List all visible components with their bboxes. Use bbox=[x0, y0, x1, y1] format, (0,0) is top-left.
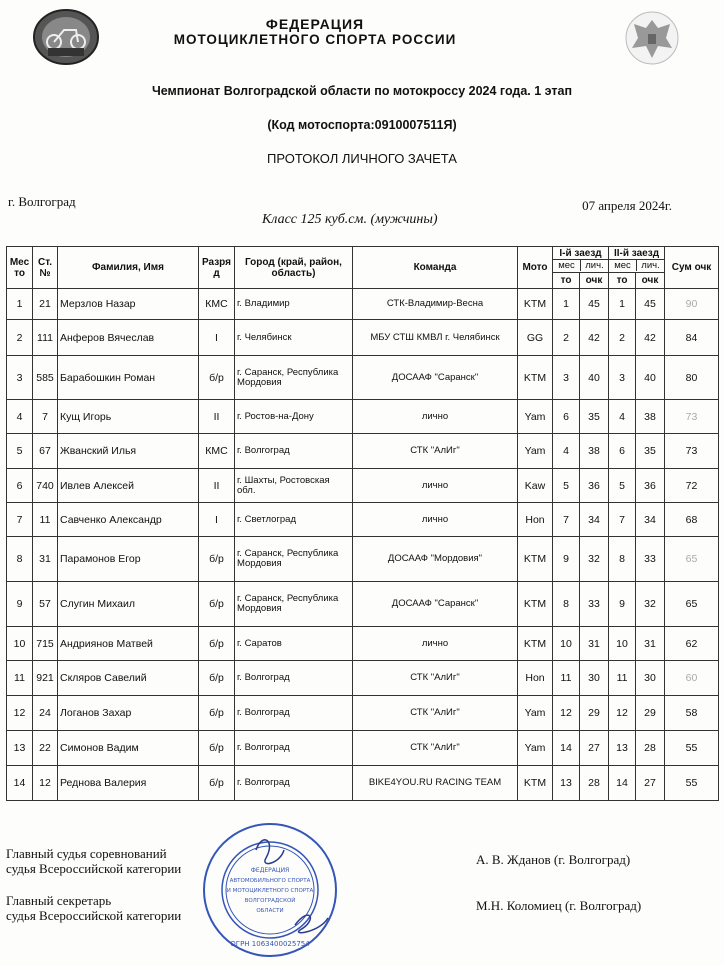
table-row bbox=[7, 696, 719, 731]
row-city: г. Волгоград bbox=[235, 731, 353, 766]
table-row bbox=[7, 766, 719, 801]
row-city: г. Волгоград bbox=[235, 661, 353, 696]
heat1-label: I-й заезд bbox=[559, 248, 602, 259]
heat2-ochk: очк bbox=[636, 273, 665, 289]
row-moto: Kaw bbox=[518, 469, 553, 503]
row-sum: 80 bbox=[665, 356, 719, 400]
col-name: Фамилия, Имя bbox=[58, 247, 199, 289]
row-sum: 73 bbox=[665, 400, 719, 434]
coat-of-arms-icon bbox=[622, 8, 682, 68]
row-team: СТК "АлИг" bbox=[353, 434, 518, 469]
table-row bbox=[7, 289, 719, 320]
row-name: Барабошкин Роман bbox=[58, 356, 199, 400]
row-sum: 55 bbox=[665, 731, 719, 766]
svg-text:АВТОМОБИЛЬНОГО СПОРТА: АВТОМОБИЛЬНОГО СПОРТА bbox=[229, 878, 311, 884]
row-start-number: 57 bbox=[33, 582, 58, 627]
row-rank: КМС bbox=[199, 434, 235, 469]
row-place: 4 bbox=[7, 400, 33, 434]
table-row bbox=[7, 320, 719, 356]
row-sum: 84 bbox=[665, 320, 719, 356]
svg-text:ОГРН 1063400025754: ОГРН 1063400025754 bbox=[230, 940, 310, 948]
row-heat1-points: 28 bbox=[580, 766, 609, 801]
row-heat1-place: 11 bbox=[553, 661, 580, 696]
row-rank: б/р bbox=[199, 731, 235, 766]
row-name: Савченко Александр bbox=[58, 503, 199, 537]
official-stamp-icon bbox=[200, 820, 340, 960]
svg-text:ОБЛАСТИ: ОБЛАСТИ bbox=[256, 908, 284, 914]
event-date: 07 апреля 2024г. bbox=[582, 198, 672, 213]
row-heat2-points: 45 bbox=[636, 289, 665, 320]
chief-judge-name: А. В. Жданов (г. Волгоград) bbox=[476, 852, 631, 867]
row-heat2-place: 7 bbox=[609, 503, 636, 537]
col-place: Мес то bbox=[7, 247, 33, 289]
row-moto: Yam bbox=[518, 434, 553, 469]
row-place: 5 bbox=[7, 434, 33, 469]
row-team: BIKE4YOU.RU RACING TEAM bbox=[353, 766, 518, 801]
row-name: Андриянов Матвей bbox=[58, 627, 199, 661]
row-heat2-place: 4 bbox=[609, 400, 636, 434]
row-heat2-place: 12 bbox=[609, 696, 636, 731]
row-heat2-place: 14 bbox=[609, 766, 636, 801]
row-start-number: 67 bbox=[33, 434, 58, 469]
row-city: г. Волгоград bbox=[235, 434, 353, 469]
row-sum: 55 bbox=[665, 766, 719, 801]
row-start-number: 740 bbox=[33, 469, 58, 503]
row-heat1-place: 12 bbox=[553, 696, 580, 731]
row-name: Мерзлов Назар bbox=[58, 289, 199, 320]
row-team: СТК "АлИг" bbox=[353, 661, 518, 696]
row-place: 7 bbox=[7, 503, 33, 537]
row-name: Логанов Захар bbox=[58, 696, 199, 731]
table-row bbox=[7, 661, 719, 696]
row-heat2-place: 11 bbox=[609, 661, 636, 696]
row-team: лично bbox=[353, 400, 518, 434]
row-rank: КМС bbox=[199, 289, 235, 320]
row-heat1-points: 30 bbox=[580, 661, 609, 696]
row-start-number: 11 bbox=[33, 503, 58, 537]
row-sum: 58 bbox=[665, 696, 719, 731]
row-heat1-points: 33 bbox=[580, 582, 609, 627]
heat1-ochk: очк bbox=[580, 273, 609, 289]
row-city: г. Светлоград bbox=[235, 503, 353, 537]
row-moto: KTM bbox=[518, 537, 553, 582]
row-sum: 65 bbox=[665, 582, 719, 627]
row-place: 1 bbox=[7, 289, 33, 320]
row-heat2-points: 34 bbox=[636, 503, 665, 537]
row-heat2-points: 27 bbox=[636, 766, 665, 801]
row-sum: 73 bbox=[665, 434, 719, 469]
row-place: 10 bbox=[7, 627, 33, 661]
row-heat2-place: 2 bbox=[609, 320, 636, 356]
championship-title: Чемпионат Волгоградской области по мотокроссу 2024 года. 1 этап bbox=[151, 84, 573, 98]
row-start-number: 31 bbox=[33, 537, 58, 582]
row-heat2-points: 35 bbox=[636, 434, 665, 469]
row-moto: KTM bbox=[518, 627, 553, 661]
row-moto: GG bbox=[518, 320, 553, 356]
row-city: г. Волгоград bbox=[235, 696, 353, 731]
row-heat1-place: 5 bbox=[553, 469, 580, 503]
row-heat1-place: 9 bbox=[553, 537, 580, 582]
row-heat2-place: 1 bbox=[609, 289, 636, 320]
row-sum: 90 bbox=[665, 289, 719, 320]
row-heat2-points: 29 bbox=[636, 696, 665, 731]
row-rank: б/р bbox=[199, 627, 235, 661]
row-team: лично bbox=[353, 627, 518, 661]
row-heat2-points: 31 bbox=[636, 627, 665, 661]
federation-line2: МОТОЦИКЛЕТНОГО СПОРТА РОССИИ bbox=[173, 32, 457, 47]
row-city: г. Саранск, Республика Мордовия bbox=[235, 356, 353, 400]
row-team: ДОСААФ "Саранск" bbox=[353, 356, 518, 400]
federation-line1: ФЕДЕРАЦИЯ bbox=[265, 16, 365, 32]
svg-text:ФЕДЕРАЦИЯ: ФЕДЕРАЦИЯ bbox=[250, 867, 290, 874]
row-city: г. Владимир bbox=[235, 289, 353, 320]
row-name: Анферов Вячеслав bbox=[58, 320, 199, 356]
row-moto: KTM bbox=[518, 289, 553, 320]
table-row bbox=[7, 731, 719, 766]
row-start-number: 111 bbox=[33, 320, 58, 356]
heat2-label: II-й заезд bbox=[613, 248, 660, 259]
col-heat1 bbox=[553, 247, 609, 273]
row-place: 6 bbox=[7, 469, 33, 503]
row-city: г. Саранск, Республика Мордовия bbox=[235, 537, 353, 582]
table-row bbox=[7, 400, 719, 434]
row-name: Скляров Савелий bbox=[58, 661, 199, 696]
row-city: г. Шахты, Ростовская обл. bbox=[235, 469, 353, 503]
row-heat1-points: 40 bbox=[580, 356, 609, 400]
col-sum: Сум очк bbox=[665, 247, 719, 289]
row-moto: Hon bbox=[518, 661, 553, 696]
row-start-number: 715 bbox=[33, 627, 58, 661]
row-team: СТК "АлИг" bbox=[353, 696, 518, 731]
chief-secretary-name: М.Н. Коломиец (г. Волгоград) bbox=[476, 898, 642, 913]
row-place: 3 bbox=[7, 356, 33, 400]
federation-logo-icon bbox=[32, 8, 100, 66]
row-heat1-points: 38 bbox=[580, 434, 609, 469]
row-sum: 72 bbox=[665, 469, 719, 503]
svg-text:И МОТОЦИКЛЕТНОГО СПОРТА: И МОТОЦИКЛЕТНОГО СПОРТА bbox=[226, 888, 314, 894]
row-place: 13 bbox=[7, 731, 33, 766]
col-team: Команда bbox=[353, 247, 518, 289]
col-start-number: Ст. № bbox=[33, 247, 58, 289]
row-heat2-place: 9 bbox=[609, 582, 636, 627]
row-team: лично bbox=[353, 503, 518, 537]
row-start-number: 7 bbox=[33, 400, 58, 434]
col-moto: Мото bbox=[518, 247, 553, 289]
chief-secretary-title-line1: Главный секретарь bbox=[6, 893, 112, 908]
row-moto: KTM bbox=[518, 766, 553, 801]
row-rank: II bbox=[199, 400, 235, 434]
heat2-place-label: мес bbox=[609, 260, 637, 271]
row-heat1-points: 42 bbox=[580, 320, 609, 356]
row-name: Слугин Михаил bbox=[58, 582, 199, 627]
row-start-number: 22 bbox=[33, 731, 58, 766]
row-sum: 62 bbox=[665, 627, 719, 661]
row-start-number: 585 bbox=[33, 356, 58, 400]
row-heat1-place: 14 bbox=[553, 731, 580, 766]
row-moto: KTM bbox=[518, 582, 553, 627]
row-heat2-points: 40 bbox=[636, 356, 665, 400]
row-heat1-place: 6 bbox=[553, 400, 580, 434]
heat1-to: то bbox=[553, 273, 580, 289]
row-name: Симонов Вадим bbox=[58, 731, 199, 766]
row-name: Жванский Илья bbox=[58, 434, 199, 469]
chief-judge-title bbox=[6, 846, 181, 876]
row-team: ДОСААФ "Саранск" bbox=[353, 582, 518, 627]
table-row bbox=[7, 469, 719, 503]
row-place: 11 bbox=[7, 661, 33, 696]
class-label: Класс 125 куб.см. (мужчины) bbox=[262, 212, 438, 227]
row-heat1-points: 29 bbox=[580, 696, 609, 731]
row-name: Кущ Игорь bbox=[58, 400, 199, 434]
table-row bbox=[7, 503, 719, 537]
row-name: Парамонов Егор bbox=[58, 537, 199, 582]
row-sum: 60 bbox=[665, 661, 719, 696]
row-rank: б/р bbox=[199, 582, 235, 627]
row-city: г. Саранск, Республика Мордовия bbox=[235, 582, 353, 627]
row-place: 14 bbox=[7, 766, 33, 801]
row-sum: 65 bbox=[665, 537, 719, 582]
row-heat1-place: 3 bbox=[553, 356, 580, 400]
row-heat2-points: 42 bbox=[636, 320, 665, 356]
heat1-laps-label: лич. bbox=[585, 260, 604, 271]
heat2-to: то bbox=[609, 273, 636, 289]
protocol-title: ПРОТОКОЛ ЛИЧНОГО ЗАЧЕТА bbox=[267, 151, 457, 166]
svg-text:ВОЛГОГРАДСКОЙ: ВОЛГОГРАДСКОЙ bbox=[244, 898, 296, 904]
row-heat2-points: 32 bbox=[636, 582, 665, 627]
row-heat2-place: 3 bbox=[609, 356, 636, 400]
row-heat1-points: 32 bbox=[580, 537, 609, 582]
heat1-place-label: мес bbox=[553, 260, 581, 271]
row-team: СТК-Владимир-Весна bbox=[353, 289, 518, 320]
row-place: 2 bbox=[7, 320, 33, 356]
row-heat2-place: 13 bbox=[609, 731, 636, 766]
col-rank: Разря д bbox=[199, 247, 235, 289]
row-city: г. Ростов-на-Дону bbox=[235, 400, 353, 434]
chief-secretary-title-line2: судья Всероссийской категории bbox=[6, 908, 182, 923]
results-table bbox=[6, 246, 719, 801]
row-team: СТК "АлИг" bbox=[353, 731, 518, 766]
row-rank: II bbox=[199, 469, 235, 503]
row-heat1-place: 2 bbox=[553, 320, 580, 356]
row-city: г. Челябинск bbox=[235, 320, 353, 356]
row-start-number: 21 bbox=[33, 289, 58, 320]
row-place: 12 bbox=[7, 696, 33, 731]
row-heat1-place: 1 bbox=[553, 289, 580, 320]
row-name: Реднова Валерия bbox=[58, 766, 199, 801]
row-heat2-points: 33 bbox=[636, 537, 665, 582]
row-name: Ивлев Алексей bbox=[58, 469, 199, 503]
row-start-number: 12 bbox=[33, 766, 58, 801]
row-start-number: 24 bbox=[33, 696, 58, 731]
row-moto: Yam bbox=[518, 731, 553, 766]
col-city: Город (край, район, область) bbox=[235, 247, 353, 289]
sport-code: (Код мотоспорта:0910007511Я) bbox=[267, 118, 457, 132]
row-start-number: 921 bbox=[33, 661, 58, 696]
chief-judge-title-line2: судья Всероссийской категории bbox=[6, 861, 182, 876]
table-row bbox=[7, 356, 719, 400]
row-heat1-points: 45 bbox=[580, 289, 609, 320]
row-heat1-place: 10 bbox=[553, 627, 580, 661]
row-city: г. Саратов bbox=[235, 627, 353, 661]
row-city: г. Волгоград bbox=[235, 766, 353, 801]
row-heat2-place: 6 bbox=[609, 434, 636, 469]
row-moto: Yam bbox=[518, 696, 553, 731]
row-place: 8 bbox=[7, 537, 33, 582]
row-rank: б/р bbox=[199, 696, 235, 731]
row-heat1-place: 4 bbox=[553, 434, 580, 469]
row-heat2-place: 8 bbox=[609, 537, 636, 582]
row-heat1-points: 35 bbox=[580, 400, 609, 434]
col-heat2 bbox=[609, 247, 665, 273]
row-heat2-points: 30 bbox=[636, 661, 665, 696]
row-heat1-points: 36 bbox=[580, 469, 609, 503]
chief-judge-title-line1: Главный судья соревнований bbox=[6, 846, 167, 861]
table-row bbox=[7, 627, 719, 661]
row-heat2-place: 5 bbox=[609, 469, 636, 503]
row-rank: б/р bbox=[199, 537, 235, 582]
row-heat1-points: 27 bbox=[580, 731, 609, 766]
row-team: МБУ СТШ КМВЛ г. Челябинск bbox=[353, 320, 518, 356]
row-heat1-points: 34 bbox=[580, 503, 609, 537]
heat2-laps-label: лич. bbox=[641, 260, 660, 271]
row-moto: Yam bbox=[518, 400, 553, 434]
row-rank: I bbox=[199, 320, 235, 356]
row-heat1-place: 13 bbox=[553, 766, 580, 801]
row-team: лично bbox=[353, 469, 518, 503]
row-rank: I bbox=[199, 503, 235, 537]
table-row bbox=[7, 434, 719, 469]
federation-title bbox=[130, 16, 500, 48]
row-rank: б/р bbox=[199, 766, 235, 801]
row-rank: б/р bbox=[199, 661, 235, 696]
row-sum: 68 bbox=[665, 503, 719, 537]
row-heat1-place: 7 bbox=[553, 503, 580, 537]
chief-secretary-title bbox=[6, 893, 181, 923]
row-moto: KTM bbox=[518, 356, 553, 400]
row-heat2-points: 38 bbox=[636, 400, 665, 434]
row-heat2-points: 28 bbox=[636, 731, 665, 766]
row-heat1-place: 8 bbox=[553, 582, 580, 627]
row-heat2-points: 36 bbox=[636, 469, 665, 503]
table-row bbox=[7, 582, 719, 627]
row-rank: б/р bbox=[199, 356, 235, 400]
results-body bbox=[7, 289, 719, 801]
event-city: г. Волгоград bbox=[8, 194, 76, 209]
table-row bbox=[7, 537, 719, 582]
row-heat1-points: 31 bbox=[580, 627, 609, 661]
row-team: ДОСААФ "Мордовия" bbox=[353, 537, 518, 582]
row-moto: Hon bbox=[518, 503, 553, 537]
row-heat2-place: 10 bbox=[609, 627, 636, 661]
row-place: 9 bbox=[7, 582, 33, 627]
